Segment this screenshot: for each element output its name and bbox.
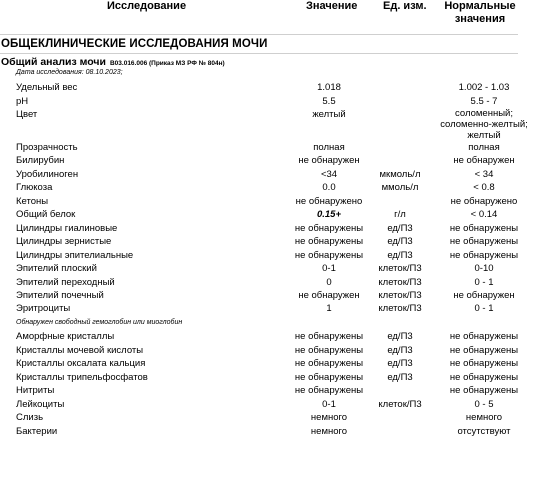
row-name: Цилиндры гиалиновые: [16, 223, 118, 234]
row-value: не обнаружено: [295, 196, 363, 207]
header-value: Значение: [306, 0, 358, 12]
table-row: [0, 398, 518, 411]
row-name: Эритроциты: [16, 303, 71, 314]
row-name: Прозрачность: [16, 142, 78, 153]
table-row: [0, 425, 518, 438]
row-norm: 5.5 - 7: [470, 96, 498, 107]
group-code: B03.016.006 (Приказ МЗ РФ № 804н): [109, 60, 225, 67]
row-norm: не обнаружен: [453, 155, 515, 166]
table-row: [0, 181, 518, 194]
row-value: 5.5: [322, 96, 336, 107]
row-name: Цилиндры зернистые: [16, 236, 112, 247]
row-unit: ед/П3: [387, 358, 413, 369]
section-title: ОБЩЕКЛИНИЧЕСКИЕ ИССЛЕДОВАНИЯ МОЧИ: [1, 38, 268, 50]
row-value: не обнаружены: [294, 236, 364, 247]
table-row: [0, 195, 518, 208]
table-row: [0, 108, 528, 142]
table-row: [0, 141, 518, 154]
row-name: Цилиндры эпителиальные: [16, 250, 134, 261]
row-name: pH: [16, 96, 29, 107]
row-name: Кетоны: [16, 196, 49, 207]
table-row: [0, 222, 518, 235]
row-unit: клеток/П3: [378, 277, 422, 288]
table-row: [0, 168, 518, 181]
row-name: Кристаллы оксалата кальция: [16, 358, 146, 369]
row-value: не обнаружены: [294, 345, 364, 356]
table-row: [0, 262, 518, 275]
row-unit: ед/П3: [387, 345, 413, 356]
section-divider-bottom: [0, 53, 518, 54]
row-norm: < 34: [474, 169, 494, 180]
row-name: Билирубин: [16, 155, 65, 166]
row-value: не обнаружен: [298, 155, 360, 166]
row-name: Слизь: [16, 412, 44, 423]
row-norm: не обнаружено: [450, 196, 518, 207]
row-norm: соломенный; соломенно-желтый; желтый: [440, 108, 528, 141]
row-value: 0: [326, 277, 332, 288]
row-name: Эпителий переходный: [16, 277, 115, 288]
group-title: [1, 56, 225, 68]
row-value: 0-1: [322, 399, 336, 410]
table-row: [0, 289, 518, 302]
row-name: Бактерии: [16, 426, 58, 437]
row-value: не обнаружены: [294, 223, 364, 234]
row-unit: ед/П3: [387, 331, 413, 342]
section-divider-top: [0, 34, 518, 35]
row-norm: < 0.14: [470, 209, 498, 220]
row-norm: не обнаружены: [449, 331, 519, 342]
row-norm: 0-10: [474, 263, 494, 274]
row-value: 0.0: [322, 182, 336, 193]
row-norm: < 0.8: [473, 182, 495, 193]
row-norm: полная: [468, 142, 500, 153]
row-unit: ед/П3: [387, 236, 413, 247]
row-value: не обнаружены: [294, 250, 364, 261]
row-name: Цвет: [16, 109, 38, 120]
row-value: <34: [320, 169, 338, 180]
row-name: Глюкоза: [16, 182, 53, 193]
study-date: Дата исследования: 08.10.2023;: [16, 69, 123, 76]
header-norm: [425, 0, 535, 26]
row-value: не обнаружены: [294, 358, 364, 369]
row-name: Удельный вес: [16, 82, 78, 93]
row-value: не обнаружен: [298, 290, 360, 301]
row-norm: 1.002 - 1.03: [458, 82, 510, 93]
row-name: Лейкоциты: [16, 399, 65, 410]
row-name: Эпителий плоский: [16, 263, 97, 274]
row-unit: мкмоль/л: [379, 169, 421, 180]
table-row: [0, 411, 518, 424]
row-value: не обнаружены: [294, 385, 364, 396]
table-row: [0, 330, 518, 343]
table-row: [0, 384, 518, 397]
row-name: Кристаллы мочевой кислоты: [16, 345, 144, 356]
header-unit: Ед. изм.: [383, 0, 427, 12]
row-name: Аморфные кристаллы: [16, 331, 115, 342]
row-norm: не обнаружены: [449, 250, 519, 261]
row-norm: немного: [465, 412, 503, 423]
row-unit: ед/П3: [387, 250, 413, 261]
row-norm: не обнаружены: [449, 236, 519, 247]
row-unit: ед/П3: [387, 223, 413, 234]
row-value: желтый: [312, 109, 346, 120]
row-unit: клеток/П3: [378, 290, 422, 301]
header-study: Исследование: [107, 0, 187, 12]
header-norm-line1: Нормальные: [444, 0, 516, 12]
row-unit: ед/П3: [387, 372, 413, 383]
row-value: 1: [326, 303, 332, 314]
row-norm: не обнаружен: [453, 290, 515, 301]
table-row: [0, 344, 518, 357]
row-norm: не обнаружены: [449, 372, 519, 383]
row-norm: 0 - 5: [474, 399, 494, 410]
table-row: [0, 235, 518, 248]
table-row: [0, 357, 518, 370]
table-row: [0, 95, 518, 108]
table-row: [0, 371, 518, 384]
row-value: немного: [310, 412, 348, 423]
row-norm: не обнаружены: [449, 223, 519, 234]
row-unit: клеток/П3: [378, 263, 422, 274]
table-row: [0, 249, 518, 262]
table-row: [0, 302, 518, 315]
row-name: Нитриты: [16, 385, 55, 396]
row-unit: клеток/П3: [378, 399, 422, 410]
row-norm: отсутствуют: [457, 426, 511, 437]
row-value: не обнаружены: [294, 331, 364, 342]
table-row: [0, 208, 518, 221]
row-name: Общий белок: [16, 209, 76, 220]
header-norm-line2: значения: [454, 13, 506, 25]
row-norm: не обнаружены: [449, 385, 519, 396]
row-norm: 0 - 1: [474, 303, 494, 314]
row-name: Уробилиноген: [16, 169, 79, 180]
group-title-text: Общий анализ мочи: [1, 56, 106, 68]
erythrocyte-note: Обнаружен свободный гемоглобин или миоглобин: [16, 319, 183, 326]
row-value: полная: [313, 142, 345, 153]
table-row: [0, 154, 518, 167]
row-value: немного: [310, 426, 348, 437]
row-norm: не обнаружены: [449, 345, 519, 356]
row-value: 0-1: [322, 263, 336, 274]
row-name: Эпителий почечный: [16, 290, 104, 301]
row-value: не обнаружены: [294, 372, 364, 383]
table-row: [0, 81, 518, 94]
row-unit: клеток/П3: [378, 303, 422, 314]
row-norm: 0 - 1: [474, 277, 494, 288]
row-value-abnormal: 0.15+: [316, 209, 342, 220]
row-norm: не обнаружены: [449, 358, 519, 369]
row-value: 1.018: [317, 82, 341, 93]
row-unit: ммоль/л: [381, 182, 419, 193]
table-row: [0, 276, 518, 289]
row-unit: г/л: [394, 209, 406, 220]
row-name: Кристаллы трипельфосфатов: [16, 372, 148, 383]
